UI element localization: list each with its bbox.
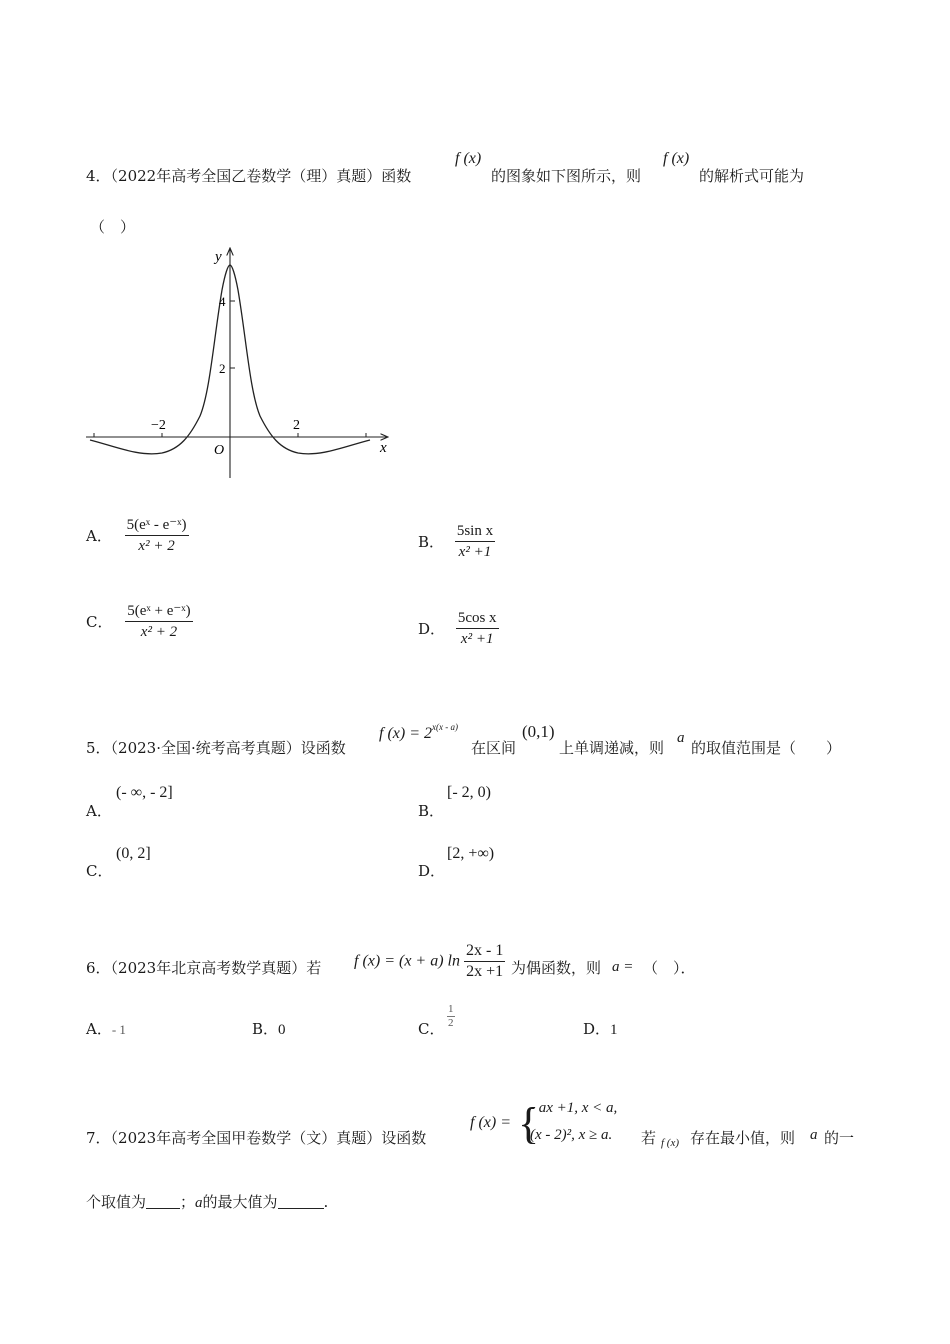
q4-function-graph [84, 242, 396, 482]
q6-option-b[interactable] [252, 1018, 286, 1039]
q4-text2: 的图象如下图所示，则 [491, 167, 642, 185]
q6-function-left: f (x) = (x + a) ln [354, 952, 460, 970]
q5-text2: 在区间 [471, 739, 517, 757]
q7-source: （2023年高考全国甲卷数学（文）真题） [110, 1129, 382, 1147]
q5-stem-start [86, 737, 346, 758]
y-axis-label: y [215, 249, 222, 265]
q6-var-a: a = [612, 959, 634, 975]
origin-label: O [214, 443, 225, 458]
fraction-denominator: x² + 2 [140, 624, 178, 640]
option-fraction [456, 608, 499, 649]
q4-number: 4． [86, 167, 111, 185]
q6-text1: 若 [306, 959, 322, 977]
option-label: C． [418, 1020, 445, 1038]
q7-answer-blank-2[interactable] [278, 1194, 324, 1209]
option-label: A． [86, 527, 112, 545]
q5-function: f $(x) = 2^{x(x - a)}$ [379, 722, 458, 742]
q5-number: 5． [86, 739, 111, 757]
q6-source: （2023年北京高考数学真题） [110, 959, 307, 977]
option-label: C． [86, 613, 113, 631]
q6-text3: （ ）． [643, 959, 696, 977]
q6-stem-start [86, 957, 321, 978]
option-fraction [125, 601, 192, 642]
option-fraction [455, 521, 495, 562]
q4-option-c[interactable] [86, 601, 193, 642]
fraction-numerator: 2x - 1 [464, 941, 505, 962]
x-tick-neg2: −2 [151, 418, 166, 433]
q7-text4: 的一 [824, 1129, 855, 1147]
q7-case-1: - ax +1, x < a, [530, 1100, 618, 1116]
q5-option-d-value[interactable]: [2, +∞) [447, 845, 495, 862]
fraction-numerator: 1 [448, 1003, 454, 1015]
option-label: B． [252, 1020, 279, 1038]
q7-text2: 若 [641, 1129, 657, 1147]
fraction-denominator: x² +1 [458, 544, 492, 560]
option-value: 0 [278, 1022, 286, 1038]
q6-log-fraction [464, 941, 505, 982]
q7-case-2: (x - 2)², x ≥ a. [530, 1127, 613, 1143]
q7-brace: { [518, 1099, 540, 1148]
q5-option-a-value[interactable]: (- ∞, - 2] [116, 784, 173, 801]
q6-number: 6． [86, 959, 111, 977]
q5-option-a-label[interactable]: A． [86, 802, 112, 820]
q4-option-d[interactable] [418, 608, 499, 649]
y-tick-4: 4 [219, 294, 226, 309]
option-label: D． [583, 1020, 611, 1038]
q5-text4: 的取值范围是（ ） [691, 739, 842, 757]
q6-option-a[interactable] [86, 1018, 126, 1039]
y-tick-2: 2 [219, 361, 226, 376]
q5-text1: 设函数 [300, 739, 346, 757]
option-label: D． [418, 620, 446, 638]
option-value: 1 [610, 1022, 618, 1038]
q7-number: 7． [86, 1129, 111, 1147]
q4-option-b[interactable] [418, 521, 495, 562]
q7-fx-small: f (x) [661, 1137, 680, 1149]
q4-fx-1: f (x) [455, 150, 482, 167]
q5-option-d-label[interactable]: D． [418, 862, 446, 880]
q4-source: （2022年高考全国乙卷数学（理）真题） [110, 167, 382, 185]
q5-text3: 上单调递减，则 [559, 739, 665, 757]
q6-option-c-fraction[interactable] [447, 1003, 455, 1030]
q7-answer-blank-1[interactable] [146, 1194, 180, 1209]
q7-stem-start [86, 1127, 426, 1148]
q5-var-a: a [677, 730, 685, 746]
fraction-denominator: 2x +1 [466, 963, 504, 980]
q4-paren: （ ） [90, 218, 136, 236]
q7-function: f (x) = [470, 1114, 511, 1131]
q5-option-c-label[interactable]: C． [86, 862, 113, 880]
q5-source: （2023·全国·统考高考真题） [110, 739, 301, 757]
q5-exponent: x(x - a) [432, 722, 458, 732]
fraction-numerator: 5sin x [455, 521, 495, 542]
q7-line-2: 个取值为 ；a的最大值为 . [86, 1193, 329, 1211]
q6-text2: 为偶函数，则 [511, 959, 602, 977]
fraction-numerator: 5(eˣ - e⁻ˣ) [125, 515, 189, 536]
option-value: - 1 [111, 1022, 126, 1037]
q4-text1: 函数 [381, 167, 412, 185]
q5-interval: (0,1) [522, 722, 555, 741]
q6-option-d[interactable] [583, 1018, 618, 1039]
q6-function [354, 941, 505, 982]
option-label: B． [418, 533, 445, 551]
q5-option-b-label[interactable]: B． [418, 802, 445, 820]
fraction-denominator: 2 [448, 1017, 454, 1029]
fraction-denominator: x² + 2 [138, 538, 175, 554]
q7-var-a: a [810, 1127, 818, 1143]
q4-option-a[interactable] [86, 515, 189, 556]
q4-stem [86, 165, 411, 186]
q7-text3: 存在最小值，则 [690, 1129, 796, 1147]
x-tick-2: 2 [293, 418, 300, 433]
q5-option-b-value[interactable]: [- 2, 0) [447, 784, 491, 801]
q4-fx-2: f (x) [663, 150, 690, 167]
fraction-numerator: 5(eˣ + e⁻ˣ) [125, 601, 192, 622]
q4-text3: 的解析式可能为 [699, 167, 805, 185]
q7-text1: 设函数 [381, 1129, 427, 1147]
fraction-denominator: x² +1 [460, 631, 494, 647]
option-label: A． [86, 1020, 112, 1038]
q6-option-c[interactable] [418, 1018, 444, 1039]
option-fraction [125, 515, 189, 556]
q5-option-c-value[interactable]: (0, 2] [116, 845, 151, 862]
fraction-numerator: 5cos x [456, 608, 499, 629]
x-axis-label: x [380, 440, 387, 456]
